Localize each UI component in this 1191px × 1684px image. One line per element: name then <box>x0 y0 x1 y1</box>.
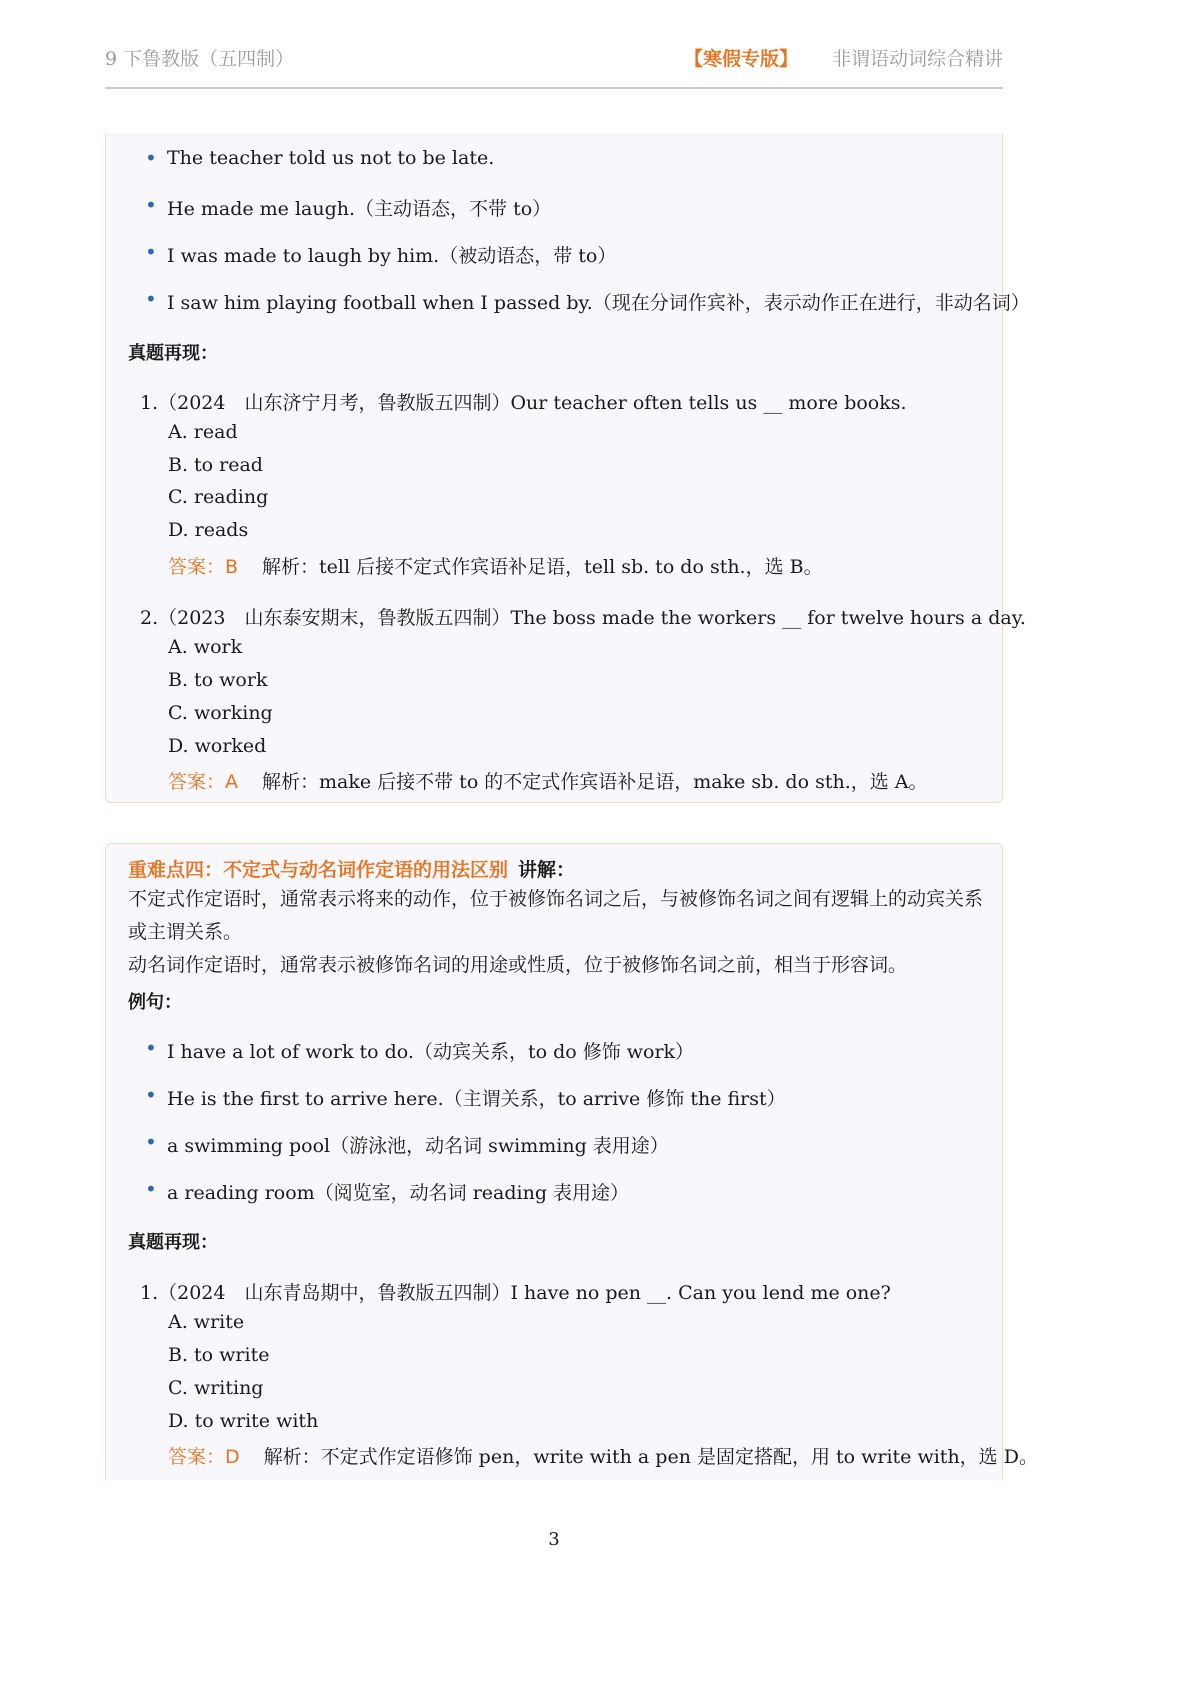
answer-label: 答案：D <box>168 1446 240 1468</box>
review-label: 真题再现： <box>128 1232 218 1253</box>
question-option: D. reads <box>168 519 249 541</box>
answer-analysis: 解析：不定式作定语修饰 pen，write with a pen 是固定搭配，用 to write with，选 D。 <box>263 1446 1038 1468</box>
explanation-label: 讲解： <box>518 859 576 881</box>
page-number: 3 <box>548 1529 560 1550</box>
answer-line <box>168 1442 1038 1469</box>
answer-label: 答案：B <box>168 556 239 578</box>
example-bullet: • a swimming pool（游泳池，动名词 swimming 表用途） <box>148 1131 669 1158</box>
question-stem: 1.（2024 山东青岛期中，鲁教版五四制）I have no pen __. Can you lend me one? <box>140 1282 891 1304</box>
question-option: D. to write with <box>168 1410 319 1432</box>
question-stem: 1.（2024 山东济宁月考，鲁教版五四制）Our teacher often tells us __ more books. <box>140 392 907 414</box>
question-stem: 2.（2023 山东泰安期末，鲁教版五四制）The boss made the workers __ for twelve hours a day. <box>140 607 1026 629</box>
header-topic: 非谓语动词综合精讲 <box>831 48 1003 70</box>
question-option: B. to work <box>168 669 268 691</box>
example-bullet: • He made me laugh.（主动语态，不带 to） <box>148 194 551 221</box>
example-bullet: • a reading room（阅览室，动名词 reading 表用途） <box>148 1178 629 1205</box>
header-book-title: 9 下鲁教版（五四制） <box>105 48 295 70</box>
review-label: 真题再现： <box>128 343 218 364</box>
question-option: A. read <box>168 421 238 443</box>
example-bullet: • I saw him playing football when I passed by.（现在分词作宾补，表示动作正在进行，非动名词） <box>148 288 1030 315</box>
header-edition-tag: 【寒假专版】 <box>683 48 798 70</box>
key-point-heading <box>128 855 575 882</box>
key-point-title: 重难点四：不定式与动名词作定语的用法区别 <box>128 859 509 881</box>
answer-analysis: 解析：tell 后接不定式作宾语补足语，tell sb. to do sth.，选 B。 <box>262 556 823 578</box>
header-right <box>684 44 1003 71</box>
question-option: D. worked <box>168 735 267 757</box>
examples-label: 例句： <box>128 992 182 1013</box>
example-bullet: • He is the first to arrive here.（主谓关系，to arrive 修饰 the first） <box>148 1084 786 1111</box>
question-option: C. writing <box>168 1377 264 1399</box>
question-option: C. reading <box>168 486 269 508</box>
example-bullet: • I have a lot of work to do.（动宾关系，to do 修饰 work） <box>148 1037 694 1064</box>
example-bullet: • I was made to laugh by him.（被动语态，带 to） <box>148 241 616 268</box>
question-option: C. working <box>168 702 273 724</box>
explanation-paragraph: 不定式作定语时，通常表示将来的动作，位于被修饰名词之后，与被修饰名词之间有逻辑上的动宾关系或主谓关系。 <box>128 888 984 943</box>
answer-analysis: 解析：make 后接不带 to 的不定式作宾语补足语，make sb. do sth.，选 A。 <box>262 771 928 793</box>
question-option: A. write <box>168 1311 245 1333</box>
question-option: A. work <box>168 636 243 658</box>
question-option: B. to write <box>168 1344 270 1366</box>
answer-line <box>168 767 928 794</box>
example-bullet: • The teacher told us not to be late. <box>148 147 494 169</box>
answer-line <box>168 552 823 579</box>
explanation-paragraph: 动名词作定语时，通常表示被修饰名词的用途或性质，位于被修饰名词之前，相当于形容词。 <box>128 954 908 976</box>
question-option: B. to read <box>168 454 263 476</box>
header-divider <box>105 87 1003 89</box>
answer-label: 答案：A <box>168 771 238 793</box>
